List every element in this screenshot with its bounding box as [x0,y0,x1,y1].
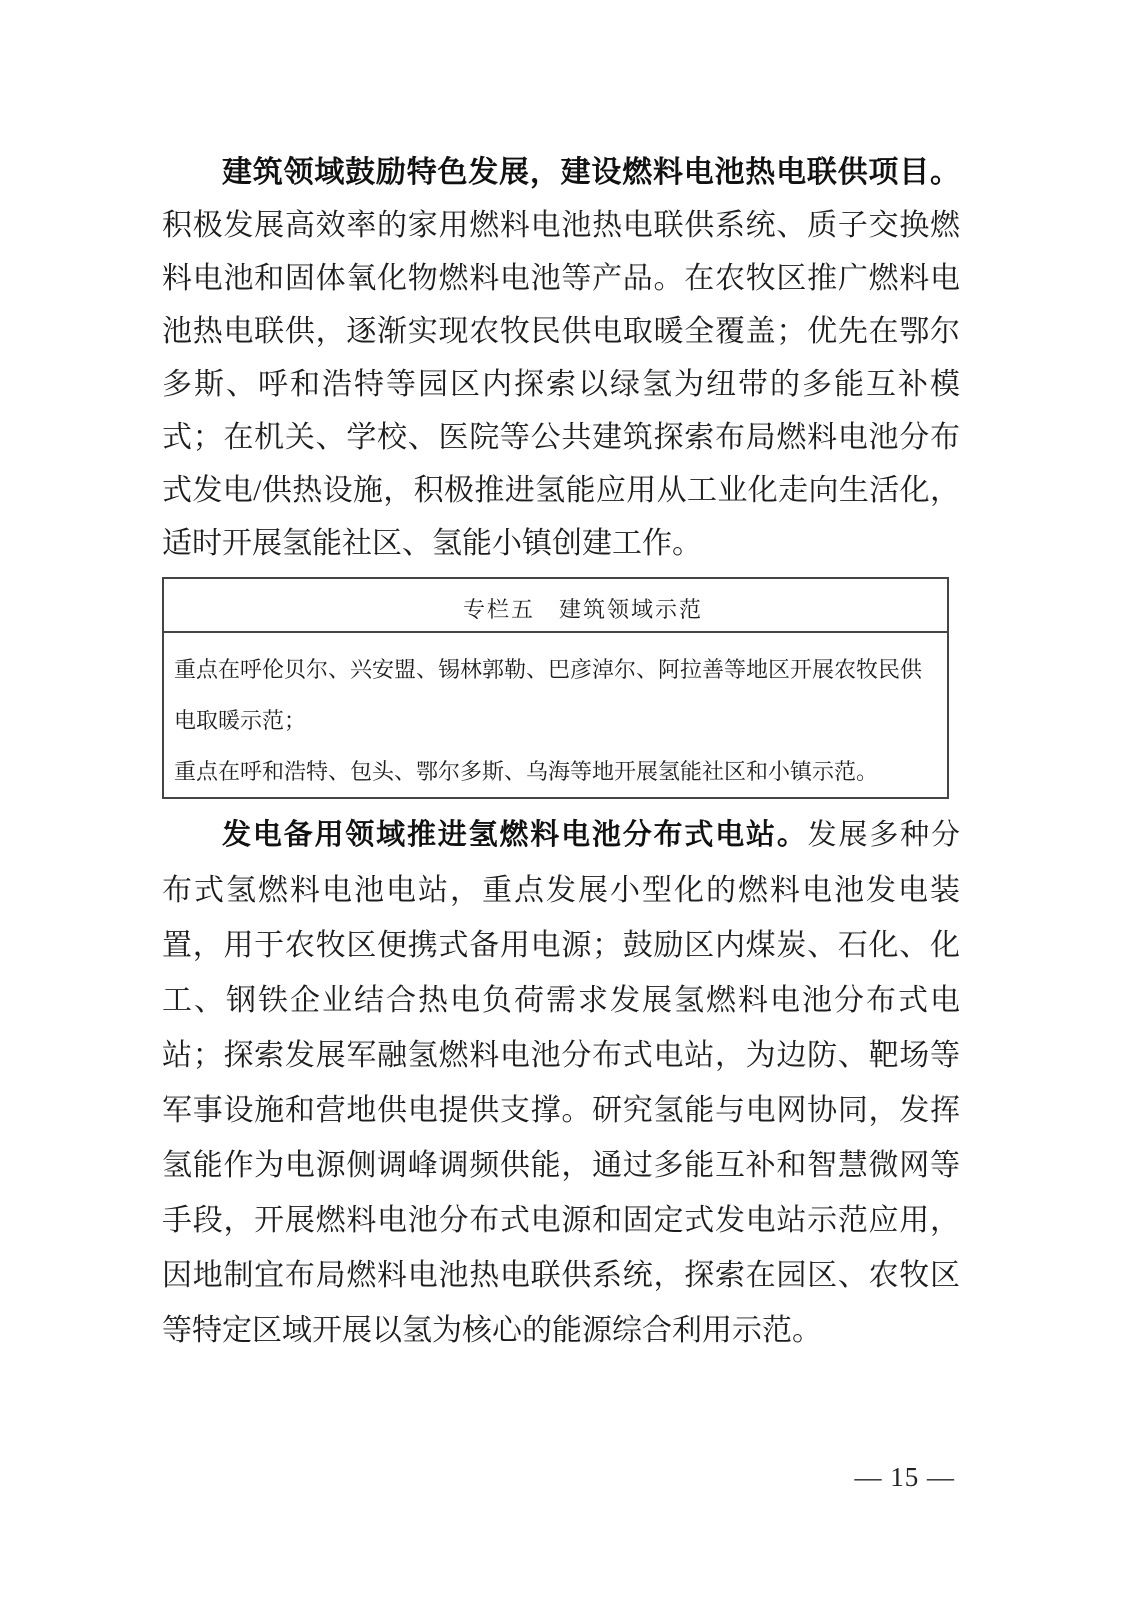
text-line: 布式氢燃料电池电站，重点发展小型化的燃料电池发电装 [162,874,960,907]
callout-box-column-5 [162,577,949,799]
text-line: 式发电/供热设施，积极推进氢能应用从工业化走向生活化， [162,474,960,507]
text-line [162,146,960,199]
paragraph-backup-power [162,808,960,1358]
text-line: 重点在呼伦贝尔、兴安盟、锡林郭勒、巴彦淖尔、阿拉善等地区开展农牧民供 [174,657,923,682]
text-line: 适时开展氢能社区、氢能小镇创建工作。 [162,527,702,560]
text-line: 置，用于农牧区便携式备用电源；鼓励区内煤炭、石化、化 [162,929,960,962]
bold-lead-sentence: 发电备用领域推进氢燃料电池分布式电站。 [222,819,808,851]
text-line: 氢能作为电源侧调峰调频供能，通过多能互补和智慧微网等 [162,1149,960,1182]
callout-box-header [164,579,947,633]
text-line: 重点在呼和浩特、包头、鄂尔多斯、乌海等地开展氢能社区和小镇示范。 [174,759,879,784]
text-line: 军事设施和营地供电提供支撑。研究氢能与电网协同，发挥 [162,1094,960,1127]
text-line: 站；探索发展军融氢燃料电池分布式电站，为边防、靶场等 [162,1039,960,1072]
text-line: 因地制宜布局燃料电池热电联供系统，探索在园区、农牧区 [162,1259,960,1292]
callout-box-body [164,633,947,797]
page-number: — 15 — [854,1462,955,1492]
text-line: 积极发展高效率的家用燃料电池热电联供系统、质子交换燃 [162,209,960,242]
text-line: 多斯、呼和浩特等园区内探索以绿氢为纽带的多能互补模 [162,368,960,401]
text-line: 手段，开展燃料电池分布式电源和固定式发电站示范应用， [162,1204,960,1237]
lead-line-rest: 发展多种分 [807,819,960,851]
text-line: 电取暖示范； [174,708,307,733]
text-line: 池热电联供，逐渐实现农牧民供电取暖全覆盖；优先在鄂尔 [162,315,960,348]
bold-lead-sentence: 建筑领域鼓励特色发展，建设燃料电池热电联供项目。 [222,156,960,189]
text-line: 工、钢铁企业结合热电负荷需求发展氢燃料电池分布式电 [162,984,960,1017]
text-line: 等特定区域开展以氢为核心的能源综合利用示范。 [162,1314,822,1347]
text-line [162,808,960,863]
text-line: 料电池和固体氧化物燃料电池等产品。在农牧区推广燃料电 [162,262,960,295]
callout-box-title: 专栏五 建筑领域示范 [462,597,703,622]
paragraph-building-sector [162,146,960,570]
text-line: 式；在机关、学校、医院等公共建筑探索布局燃料电池分布 [162,421,960,454]
